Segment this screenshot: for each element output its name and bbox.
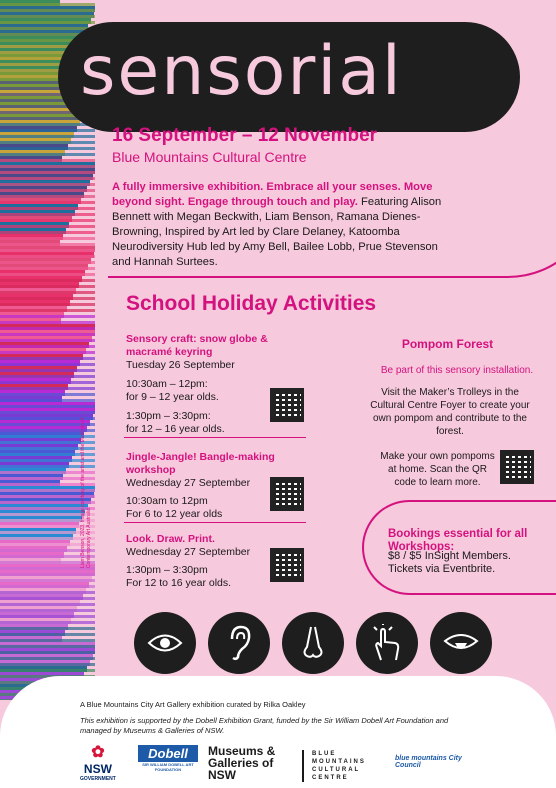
mgnsw-logo: Museums & Galleries of NSW [208,744,276,782]
dobell-logo-text: Dobell [138,745,198,762]
qr-code-3[interactable] [270,548,304,582]
support-text: This exhibition is supported by the Dobell Exhibition Grant, funded by the Sir William Dobell Art Foundation and managed by Museums & Galleries of NSW. [80,716,449,735]
mouth-icon [430,612,492,674]
bookings-title: Bookings essential for all Workshops: [388,528,528,553]
activity-1-title: Sensory craft: snow globe & macramé keyring [126,333,268,358]
intro-bold: A fully immersive exhibition. Embrace all your senses. Move beyond sight. Engage through touch and play. [112,181,433,208]
hand-icon [356,612,418,674]
intro [112,180,442,270]
bmcc-logo: BLUE MOUNTAINS CULTURAL CENTRE [302,750,382,782]
qr-code-pompom[interactable] [500,450,534,484]
activity-2-age: For 6 to 12 year olds [126,508,223,520]
activity-3-date: Wednesday 27 September [126,546,251,558]
divider [124,437,306,438]
venue: Blue Mountains Cultural Centre [112,149,307,165]
exhibition-dates: 16 September – 12 November [112,125,378,146]
divider [124,522,306,523]
dobell-logo [138,745,198,772]
curated-by: A Blue Mountains City Art Gallery exhibition curated by Rilka Oakley [80,700,306,709]
senses-icons [134,612,492,674]
eye-icon [134,612,196,674]
qr-code-1[interactable] [270,388,304,422]
pompom-subtitle: Be part of this sensory installation. [380,365,534,376]
intro-text: Featuring Alison Bennett with Megan Beckwith, Liam Benson, Ramana Dienes-Browning, Inspired by Art led by Clare Delaney, Katoomba Neurodiversity Hub led by Amy Bell, Bailee Lobb, Prue Stevenson and Hannah Surtees. [112,196,442,268]
pompom-text: Visit the Maker’s Trolleys in the Cultural Centre Foyer to create your own pompom and contribute to the forest. [370,387,530,437]
activity-2-time: 10:30am to 12pm [126,495,208,507]
page-title: sensorial [80,32,403,111]
qr-code-2[interactable] [270,477,304,511]
nsw-logo-sub: GOVERNMENT [80,776,116,782]
activity-1-age2: for 12 – 16 year olds. [126,423,225,435]
activity-3-title: Look. Draw. Print. [126,533,215,545]
activity-3-age: For 12 to 16 year olds. [126,577,232,589]
activity-1-time2: 1:30pm – 3:30pm: [126,410,211,422]
activity-2-date: Wednesday 27 September [126,477,251,489]
nsw-logo-text: NSW [83,762,112,776]
dobell-logo-sub: SIR WILLIAM DOBELL ART FOUNDATION [142,762,194,772]
artwork-credit: Liam Benson, 2023. Image courtesy of the artist and the Museum of Contemporary Art Australia. [80,417,92,568]
bookings-text: $8 / $5 InSight Members. Tickets via Eventbrite. [388,550,511,575]
nsw-logo [80,742,116,782]
activity-2-title: Jingle-Jangle! Bangle-making workshop [126,451,275,476]
pompom-title: Pompom Forest [401,337,494,351]
nose-icon [282,612,344,674]
bm-council-logo: blue mountains City Council [395,755,462,769]
activity-1-age1: for 9 – 12 year olds. [126,391,219,403]
activity-1-time1: 10:30am – 12pm: [126,378,208,390]
pompom-home: Make your own pompoms at home. Scan the QR code to learn more. [380,451,495,488]
waratah-icon: ✿ [91,744,105,761]
school-holiday-title: School Holiday Activities [126,292,377,315]
activity-1-date: Tuesday 26 September [126,359,235,371]
activity-3-time: 1:30pm – 3:30pm [126,564,208,576]
ear-icon [208,612,270,674]
